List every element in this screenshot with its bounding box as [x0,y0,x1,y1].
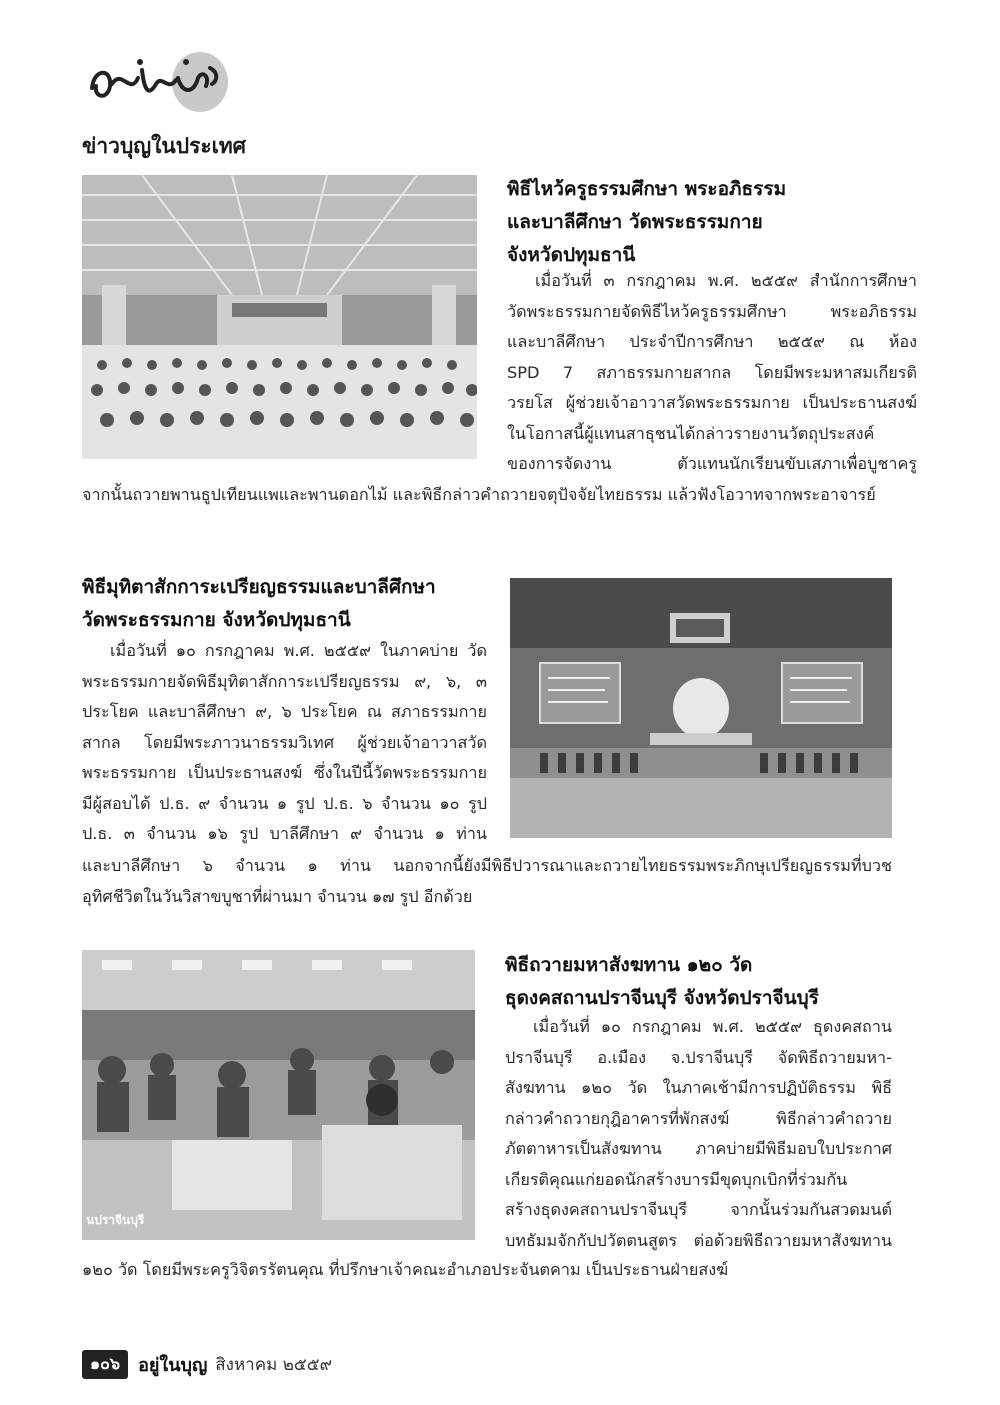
body-line: เกียรติคุณแก่ยอดนักสร้างบารมีขุดบุกเบิกที่ร่วมกัน [505,1169,848,1189]
title-line: จังหวัดปทุมธานี [507,244,636,266]
body-line: เมื่อวันที่ ๑๐ กรกฎาคม พ.ศ. ๒๕๕๙ ธุดงคสถาน [533,1017,892,1036]
body-line: ภัตตาหารเป็นสังฆทาน ภาคบ่ายมีพิธีมอบใบประกาศ [505,1139,892,1158]
body-line: และบาลีศึกษา ประจำปีการศึกษา ๒๕๕๙ ณ ห้อง [507,332,917,351]
body-line: พระธรรมกาย เป็นประธานสงฆ์ ซึ่งในปีนี้วัดพระธรรมกาย [82,763,487,782]
body-line: พระธรรมกายจัดพิธีมุทิตาสักการะเปรียญธรรม ๙, ๖, ๓ [82,671,487,691]
title-line: ธุดงคสถานปราจีนบุรี จังหวัดปราจีนบุรี [505,987,819,1009]
page-number: ๑๐๖ [82,1350,128,1379]
logo-graphic [82,48,232,118]
article-3-body [505,1012,892,1256]
ceremony-hall-photo [82,175,477,459]
magazine-name: อยู่ในบุญ [138,1354,208,1376]
body-line: สังฆทาน ๑๒๐ วัด ในภาคเช้ามีการปฏิบัติธรรม พิธี [505,1078,892,1097]
article-3-photo [82,950,475,1240]
article-3-continuation [82,1255,892,1286]
article-2-title [82,571,502,637]
body-line: วัดพระธรรมกายจัดพิธีไหว้ครูธรรมศึกษา พระอภิธรรม [507,301,917,321]
body-line: ป.ธ. ๓ จำนวน ๑๖ รูป บาลีศึกษา ๙ จำนวน ๑ ท่าน [82,824,487,843]
body-line: ของการจัดงาน ตัวแทนนักเรียนขับเสภาเพื่อบูชาครู [507,454,917,473]
body-line: ปราจีนบุรี อ.เมือง จ.ปราจีนบุรี จัดพิธีถวายมหา- [505,1047,892,1067]
photo-caption: นปราจีนบุรี [86,1213,145,1227]
body-line: สากล โดยมีพระภาวนาธรรมวิเทศ ผู้ช่วยเจ้าอาวาสวัด [82,732,487,752]
title-line: พิธีไหว้ครูธรรมศึกษา พระอภิธรรม [507,178,787,200]
article-1-continuation [82,480,917,511]
body-line: และบาลีศึกษา ๖ จำนวน ๑ ท่าน นอกจากนี้ยังมีพิธีปวารณาและถวายไทยธรรมพระภิกษุเปรียญธรรมที่บวช [82,856,892,875]
body-line: อุทิศชีวิตในวันวิสาขบูชาที่ผ่านมา จำนวน ๑๗ รูป อีกด้วย [82,886,473,906]
body-line: มีผู้สอบได้ ป.ธ. ๙ จำนวน ๑ รูป ป.ธ. ๖ จำนวน ๑๐ รูป [82,793,487,813]
title-line: วัดพระธรรมกาย จังหวัดปทุมธานี [82,609,351,631]
offering-crowd-photo [82,950,475,1240]
body-line: เมื่อวันที่ ๓ กรกฎาคม พ.ศ. ๒๕๕๙ สำนักการศึกษา [535,271,917,290]
article-2-photo [510,578,892,838]
article-2-body [82,636,487,850]
body-line: ในโอกาสนี้ผู้แทนสาธุชนได้กล่าวรายงานวัตถุประสงค์ [507,423,875,443]
title-line: พิธีมุทิตาสักการะเปรียญธรรมและบาลีศึกษา [82,576,436,598]
article-1-photo [82,175,477,459]
article-3-title [505,949,905,1015]
title-line: และบาลีศึกษา วัดพระธรรมกาย [507,211,763,233]
section-title: ข่าวบุญในประเทศ [82,134,247,158]
article-2-continuation [82,851,892,912]
body-line: ประโยค และบาลีศึกษา ๙, ๖ ประโยค ณ สภาธรรมกาย [82,702,487,721]
body-line: เมื่อวันที่ ๑๐ กรกฎาคม พ.ศ. ๒๕๕๙ ในภาคบ่าย วัด [110,641,487,660]
body-line: บทธัมมจักกัปปวัตตนสูตร ต่อด้วยพิธีถวายมหาสังฆทาน [505,1230,892,1250]
article-1-body [507,266,917,480]
body-line: ๑๒๐ วัด โดยมีพระครูวิจิตรรัตนคุณ ที่ปรึกษาเจ้าคณะอำเภอประจันตคาม เป็นประธานฝ่ายสงฆ์ [82,1260,729,1279]
stage-ceremony-photo [510,578,892,838]
article-1-title [507,173,907,272]
magazine-logo [82,48,232,118]
body-line: สร้างธุดงคสถานปราจีนบุรี จากนั้นร่วมกันสวดมนต์ [505,1200,892,1219]
title-line: พิธีถวายมหาสังฆทาน ๑๒๐ วัด [505,954,753,976]
issue-date: สิงหาคม ๒๕๕๙ [215,1354,333,1375]
body-line: จากนั้นถวายพานธูปเทียนแพและพานดอกไม้ และพิธีกล่าวคำถวายจตุปัจจัยไทยธรรม แล้วฟังโอวาทจากพระอาจารย์ [82,485,876,504]
body-line: วรยโส ผู้ช่วยเจ้าอาวาสวัดพระธรรมกาย เป็นประธานสงฆ์ [507,393,917,412]
body-line: กล่าวคำถวายกุฎิอาคารที่พักสงฆ์ พิธีกล่าวคำถวาย [505,1108,892,1128]
body-line: SPD 7 สภาธรรมกายสากล โดยมีพระมหาสมเกียรติ [507,362,917,382]
page-footer [82,1351,332,1377]
